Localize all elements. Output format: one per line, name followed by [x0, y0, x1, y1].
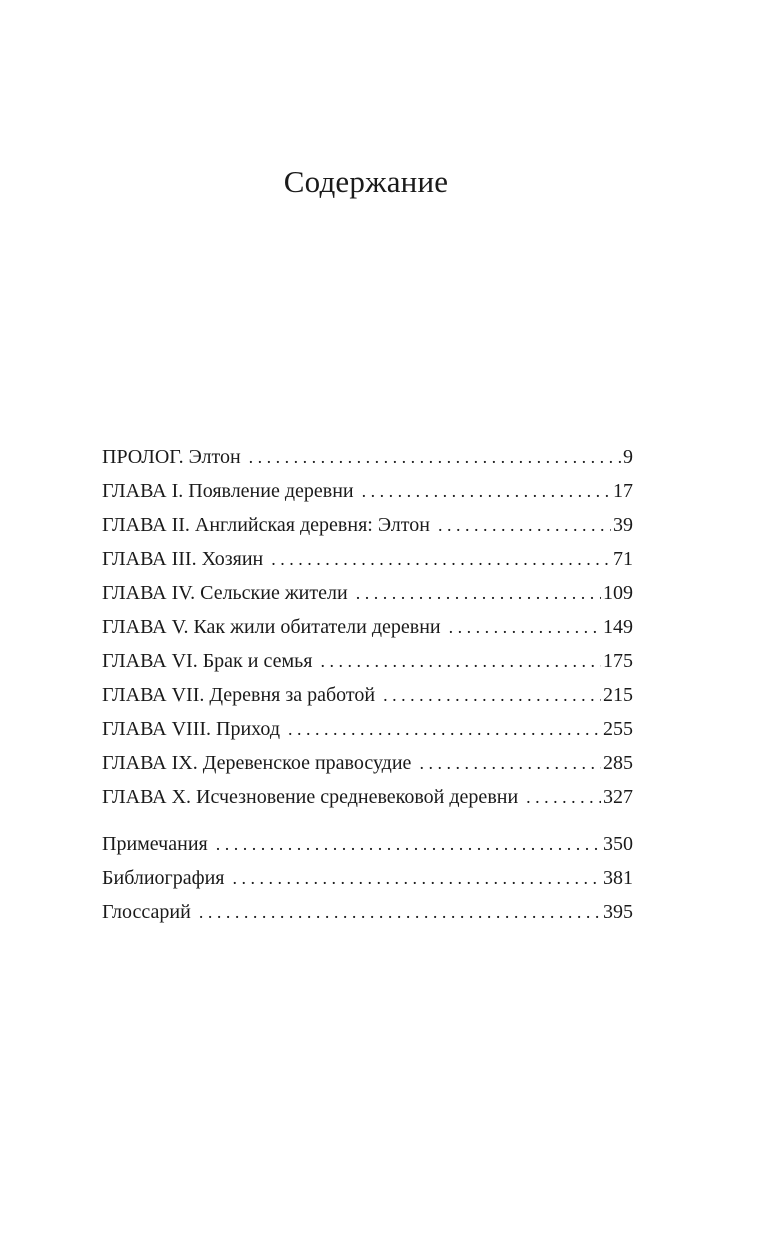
dot-leader: [233, 861, 602, 895]
dot-leader: [356, 576, 601, 610]
toc-entry-label: ГЛАВА VI. Брак и семья: [102, 650, 313, 672]
toc-back-matter: [102, 827, 633, 929]
dot-leader: [419, 746, 601, 780]
toc-entry-glossary[interactable]: [102, 895, 633, 929]
toc-entry-page: 255: [603, 718, 633, 740]
toc-entry-page: 395: [603, 901, 633, 923]
toc-entry-chapter-5[interactable]: [102, 610, 633, 644]
dot-leader: [320, 644, 601, 678]
toc-entry-page: 109: [603, 582, 633, 604]
toc-entry-label: ГЛАВА I. Появление деревни: [102, 480, 354, 502]
toc-entry-label: Библиография: [102, 867, 225, 889]
toc-entry-page: 175: [603, 650, 633, 672]
toc-entry-page: 215: [603, 684, 633, 706]
table-of-contents: [102, 440, 633, 929]
toc-entry-page: 381: [603, 867, 633, 889]
toc-entry-label: ГЛАВА II. Английская деревня: Элтон: [102, 514, 430, 536]
dot-leader: [249, 440, 621, 474]
dot-leader: [438, 508, 611, 542]
dot-leader: [383, 678, 601, 712]
toc-entry-label: ГЛАВА VIII. Приход: [102, 718, 280, 740]
toc-entry-page: 285: [603, 752, 633, 774]
toc-section-divider: [102, 814, 633, 827]
dot-leader: [199, 895, 601, 929]
toc-entry-chapter-10[interactable]: [102, 780, 633, 814]
toc-entry-chapter-3[interactable]: [102, 542, 633, 576]
toc-entry-chapter-1[interactable]: [102, 474, 633, 508]
toc-entry-page: 9: [623, 446, 633, 468]
toc-entry-chapter-7[interactable]: [102, 678, 633, 712]
toc-entry-bibliography[interactable]: [102, 861, 633, 895]
toc-entry-chapter-6[interactable]: [102, 644, 633, 678]
toc-entry-label: ГЛАВА III. Хозяин: [102, 548, 264, 570]
dot-leader: [271, 542, 611, 576]
toc-entry-label: ПРОЛОГ. Элтон: [102, 446, 241, 468]
toc-entry-label: ГЛАВА V. Как жили обитатели деревни: [102, 616, 441, 638]
toc-entry-label: Глоссарий: [102, 901, 191, 923]
toc-entry-chapter-4[interactable]: [102, 576, 633, 610]
dot-leader: [288, 712, 601, 746]
toc-entry-label: ГЛАВА IV. Сельские жители: [102, 582, 348, 604]
toc-entry-label: Примечания: [102, 833, 208, 855]
toc-entry-page: 350: [603, 833, 633, 855]
page-title: Содержание: [283, 164, 449, 199]
toc-entry-page: 327: [603, 786, 633, 808]
dot-leader: [362, 474, 611, 508]
toc-entry-prologue[interactable]: [102, 440, 633, 474]
toc-entry-page: 17: [613, 480, 633, 502]
toc-entry-label: ГЛАВА X. Исчезновение средневековой деревни: [102, 786, 519, 808]
dot-leader: [449, 610, 601, 644]
toc-entry-page: 39: [613, 514, 633, 536]
toc-entry-page: 71: [613, 548, 633, 570]
toc-entry-notes[interactable]: [102, 827, 633, 861]
toc-entry-chapter-8[interactable]: [102, 712, 633, 746]
toc-entry-label: ГЛАВА IX. Деревенское правосудие: [102, 752, 412, 774]
toc-chapters: [102, 440, 633, 814]
toc-entry-label: ГЛАВА VII. Деревня за работой: [102, 684, 376, 706]
dot-leader: [216, 827, 601, 861]
toc-entry-page: 149: [603, 616, 633, 638]
toc-entry-chapter-2[interactable]: [102, 508, 633, 542]
dot-leader: [526, 780, 601, 814]
toc-entry-chapter-9[interactable]: [102, 746, 633, 780]
